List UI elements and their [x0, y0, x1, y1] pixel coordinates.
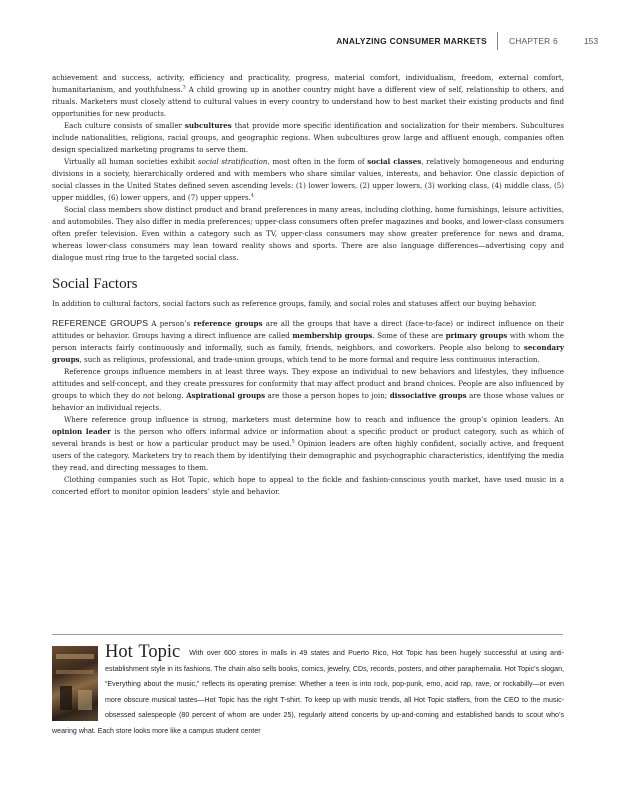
page-body: [52, 72, 564, 498]
paragraph-text: A person’s: [148, 319, 194, 328]
paragraph-text: that provide more specific identification and socialization for their members. Subcultures include nationalities, religions, racial groups, and geographic regions. When subcultures grow large and affluent enough, companies often design specialized marketing programs to serve them.: [52, 121, 564, 154]
store-photo-icon: [52, 646, 98, 721]
section-intro: In addition to cultural factors, social factors such as reference groups, family, and social roles and statuses affect our buying behavior.: [52, 299, 537, 308]
paragraph-text: A child growing up in another country might have a different view of self, relationship to others, and rituals. Marketers must closely attend to cultural values in every country to understand how to best market their existing products and find opportunities for new products.: [52, 85, 564, 118]
italic-term: not: [142, 391, 155, 400]
body-paragraph: [52, 317, 564, 366]
running-head-divider: [497, 32, 498, 50]
paragraph-text: is the person who offers informal advice or information about a specific product or product category, such as which of several brands is best or how a particular product may be used.: [52, 427, 564, 448]
body-paragraph: [52, 366, 564, 414]
endnote-ref: 4: [250, 193, 254, 199]
body-paragraph: [52, 120, 564, 156]
key-term: subcultures: [184, 121, 232, 130]
paragraph-text: with whom the person interacts fairly continuously and informally, such as family, friends, neighbors, and coworkers. People also belong to: [52, 331, 565, 352]
paragraph-text: Opinion leaders are often highly confident, socially active, and frequent users of the category. Marketers try to reach them by identifying their demographic and psychographic characteristics, identifying the media they read, and directing messages to them.: [52, 439, 564, 472]
hot-topic-box: [52, 643, 564, 800]
running-head-chapter: CHAPTER 6: [509, 36, 558, 46]
paragraph-text: are all the groups that have a direct (face-to-face) or indirect influence on their attitudes or behavior. Groups having a direct influence are called: [52, 319, 564, 340]
body-paragraph: [52, 414, 564, 474]
paragraph-text: belong.: [154, 391, 187, 400]
page-number: 153: [584, 36, 598, 46]
body-paragraph: Clothing companies such as Hot Topic, which hope to appeal to the fickle and fashion-conscious youth market, have used music in a concerted effort to monitor opinion leaders’ style and behavior.: [52, 475, 564, 496]
section-heading: Social Factors: [52, 276, 138, 292]
paragraph-text: , relatively homogeneous and enduring divisions in a society, hierarchically ordered and with members who share similar values, interests, and behavior. One classic depiction of social classes in the United States defined seven ascending levels: (1) lower lowers, (2) upper lowers, (3) working class, (4) middle class, (5) upper middles, (6) lower uppers, and (7) upper uppers.: [52, 157, 564, 202]
paragraph-text: are those a person hopes to join;: [265, 391, 390, 400]
key-term: opinion leader: [52, 427, 111, 436]
key-term: primary groups: [445, 331, 508, 340]
paragraph-text: , most often in the form of: [267, 157, 368, 166]
running-head: [0, 34, 623, 50]
paragraph-text: , such as religious, professional, and trade-union groups, which tend to be more formal and require less continuous interaction.: [79, 355, 540, 364]
endnote-ref: 3: [182, 85, 186, 91]
body-paragraph: [52, 156, 564, 204]
paragraph-text: Reference groups influence members in at least three ways. They expose an individual to new behaviors and lifestyles, they influence attitudes and self-concept, and they create pressures for conformity that may affect product and brand choices. People are also influenced by groups to which they do: [52, 367, 564, 400]
paragraph-text: Virtually all human societies exhibit: [64, 157, 198, 166]
body-paragraph: Social class members show distinct product and brand preferences in many areas, including clothing, home furnishings, leisure activities, and automobiles. They also differ in media preferences; upper-class consumers often prefer magazines and books, and lower-class consumers often prefer television. Even within a category such as TV, upper-class consumers may show greater preference for news and drama, whereas lower-class consumers may lean toward reality shows and sports. There are also language differences—advertising copy and dialogue must ring true to the targeted social class.: [52, 205, 564, 262]
paragraph-text: Where reference group influence is strong, marketers must determine how to reach and influence the group’s opinion leaders. An: [64, 415, 564, 424]
paragraph-text: . Some of these are: [372, 331, 446, 340]
paragraph-text: achievement and success, activity, efficiency and practicality, progress, material comfort, individualism, freedom, external comfort, humanitarianism, and youthfulness.: [52, 73, 564, 94]
sidebar-divider: [52, 634, 563, 635]
box-title: Hot Topic: [105, 642, 181, 662]
running-head-title: ANALYZING CONSUMER MARKETS: [336, 36, 487, 46]
body-paragraph: [52, 72, 564, 120]
paragraph-text: Each culture consists of smaller: [64, 121, 185, 130]
key-term: social classes: [367, 157, 422, 166]
subsection-heading: REFERENCE GROUPS: [52, 318, 149, 328]
key-term: secondary groups: [52, 343, 564, 364]
endnote-ref: 5: [291, 439, 295, 445]
box-text: With over 600 stores in malls in 49 states and Puerto Rico, Hot Topic has been hugely successful at using anti-establishment style in its fashions. The chain also sells books, comics, jewelry, CDs, records, posters, and other paraphernalia. Hot Topic’s slogan, “Everything about the music,” reflects its operating premise: Whether a teen is into rock, pop-punk, emo, acid rap, rave, or rockabilly—or even more obscure musical tastes—Hot Topic has the right T-shirt. To keep up with music trends, all Hot Topic staffers, from the CEO to the music-obsessed salespeople (80 percent of whom are under 25), regularly attend concerts by up-and-coming and established bands to scout who’s wearing what. Each store looks more like a campus student center: [52, 649, 564, 735]
key-term: membership groups: [292, 331, 373, 340]
key-term: Aspirational groups: [186, 391, 266, 400]
italic-term: social stratification: [197, 157, 268, 166]
paragraph-text: are those whose values or behavior an individual rejects.: [52, 391, 565, 412]
key-term: dissociative groups: [389, 391, 467, 400]
key-term: reference groups: [193, 319, 263, 328]
